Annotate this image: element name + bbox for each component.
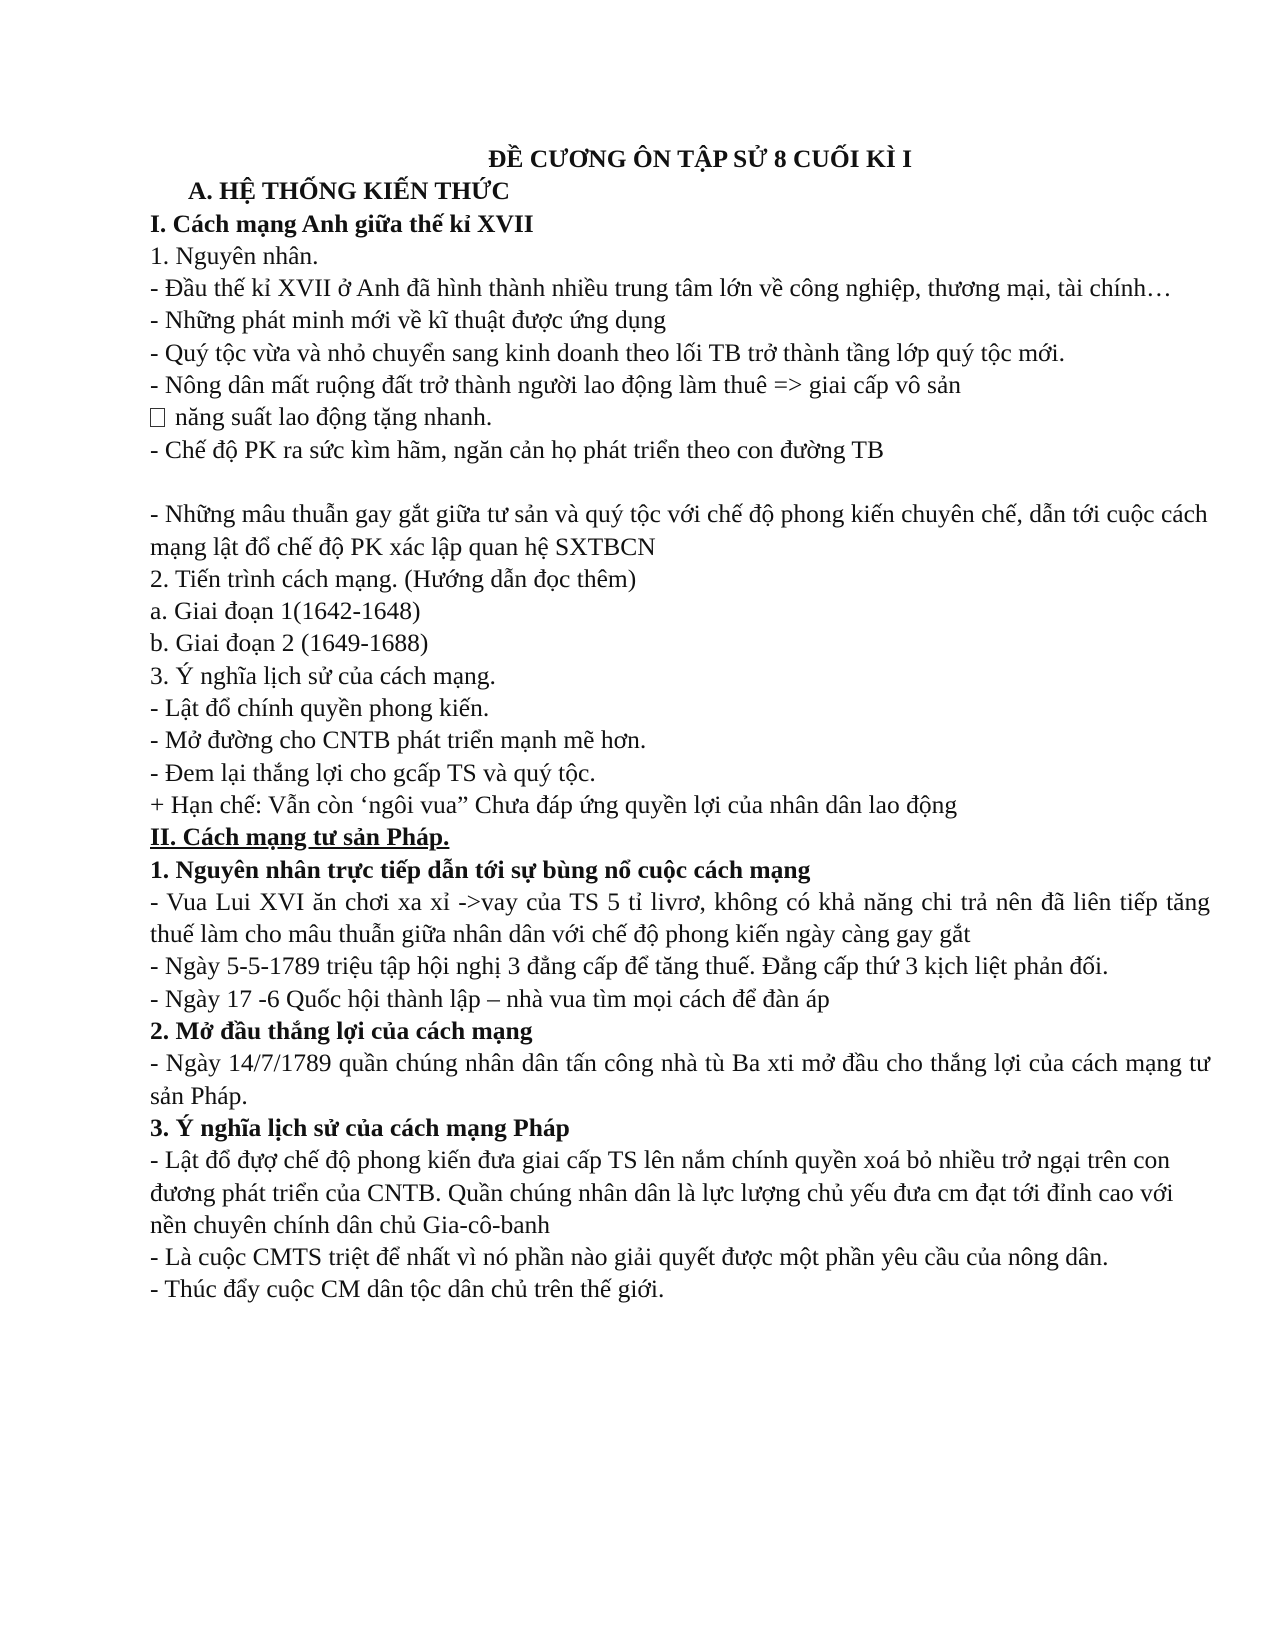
blank-line xyxy=(150,466,1210,498)
part1-meaning-heading: 3. Ý nghĩa lịch sử của cách mạng. xyxy=(150,660,496,690)
part2-sub2-heading: 2. Mở đầu thắng lợi của cách mạng xyxy=(150,1016,533,1046)
part1-cause-5: năng suất lao động tặng nhanh. xyxy=(175,402,493,432)
part1-cause-5-row xyxy=(150,401,1210,433)
part2-sub3-p3: - Thúc đẩy cuộc CM dân tộc dân chủ trên thế giới. xyxy=(150,1274,665,1304)
part2-sub3-p1: - Lật đổ đựợ chế độ phong kiến đưa giai cấp TS lên nắm chính quyền xoá bỏ nhiều trở ngại trên con đương phát triển của CNTB. Quần chúng nhân dân là lực lượng chủ yếu đưa cm đạt tới đỉnh cao với nền chuyên chính dân chủ Gia-cô-banh xyxy=(150,1145,1174,1239)
box-bullet-icon xyxy=(150,408,165,427)
part1-cause-2: - Những phát minh mới về kĩ thuật được ứng dụng xyxy=(150,305,667,335)
part2-heading: II. Cách mạng tư sản Pháp. xyxy=(150,822,450,852)
part2-sub1-p1: - Vua Lui XVI ăn chơi xa xỉ ->vay của TS 5 tỉ livrơ, không có khả năng chi trả nên đã liên tiếp tăng thuế làm cho mâu thuẫn giữa nhân dân với chế độ phong kiến ngày càng gay gắt xyxy=(150,886,1210,949)
part1-cause-4: - Nông dân mất ruộng đất trở thành người lao động làm thuê => giai cấp vô sản xyxy=(150,370,962,400)
part1-cause-1: - Đầu thế kỉ XVII ở Anh đã hình thành nhiều trung tâm lớn về công nghiệp, thương mại, tài chính… xyxy=(150,273,1172,303)
part2-sub1-heading: 1. Nguyên nhân trực tiếp dẫn tới sự bùng nổ cuộc cách mạng xyxy=(150,854,811,884)
document-page xyxy=(150,143,1210,1306)
part1-cause-6: - Chế độ PK ra sức kìm hãm, ngăn cản họ phát triển theo con đường TB xyxy=(150,434,884,464)
part1-meaning-1: - Lật đổ chính quyền phong kiến. xyxy=(150,693,490,723)
part2-sub3-p2: - Là cuộc CMTS triệt để nhất vì nó phần nào giải quyết được một phần yêu cầu của nông dân. xyxy=(150,1242,1109,1272)
part2-sub3-heading: 3. Ý nghĩa lịch sử của cách mạng Pháp xyxy=(150,1112,570,1142)
document-title: ĐỀ CƯƠNG ÔN TẬP SỬ 8 CUỐI KÌ I xyxy=(487,144,913,173)
part2-sub1-p2: - Ngày 5-5-1789 triệu tập hội nghị 3 đẳng cấp để tăng thuế. Đẳng cấp thứ 3 kịch liệt phản đối. xyxy=(150,951,1109,981)
part1-stage-a: a. Giai đoạn 1(1642-1648) xyxy=(150,596,421,626)
part1-heading: I. Cách mạng Anh giữa thế kỉ XVII xyxy=(150,208,534,238)
part1-meaning-2: - Mở đường cho CNTB phát triển mạnh mẽ hơn. xyxy=(150,725,647,755)
section-a-heading: A. HỆ THỐNG KIẾN THỨC xyxy=(188,176,510,206)
part1-meaning-3: - Đem lại thắng lợi cho gcấp TS và quý tộc. xyxy=(150,757,596,787)
part1-stage-b: b. Giai đoạn 2 (1649-1688) xyxy=(150,628,429,658)
part1-cause-7: - Những mâu thuẫn gay gắt giữa tư sản và quý tộc với chế độ phong kiến chuyên chế, dẫn tới cuộc cách mạng lật đổ chế độ PK xác lập quan hệ SXTBCN xyxy=(150,499,1208,561)
part1-causes-heading: 1. Nguyên nhân. xyxy=(150,240,319,270)
part1-limit: + Hạn chế: Vẫn còn ‘ngôi vua” Chưa đáp ứng quyền lợi của nhân dân lao động xyxy=(150,789,958,819)
part2-sub1-p3: - Ngày 17 -6 Quốc hội thành lập – nhà vua tìm mọi cách để đàn áp xyxy=(150,983,830,1013)
part1-progress-heading: 2. Tiến trình cách mạng. (Hướng dẫn đọc thêm) xyxy=(150,563,637,593)
part2-sub2-p1: - Ngày 14/7/1789 quần chúng nhân dân tấn công nhà tù Ba xti mở đầu cho thắng lợi của cách mạng tư sản Pháp. xyxy=(150,1048,1210,1110)
part1-cause-3: - Quý tộc vừa và nhỏ chuyển sang kinh doanh theo lối TB trở thành tầng lớp quý tộc mới. xyxy=(150,337,1065,367)
